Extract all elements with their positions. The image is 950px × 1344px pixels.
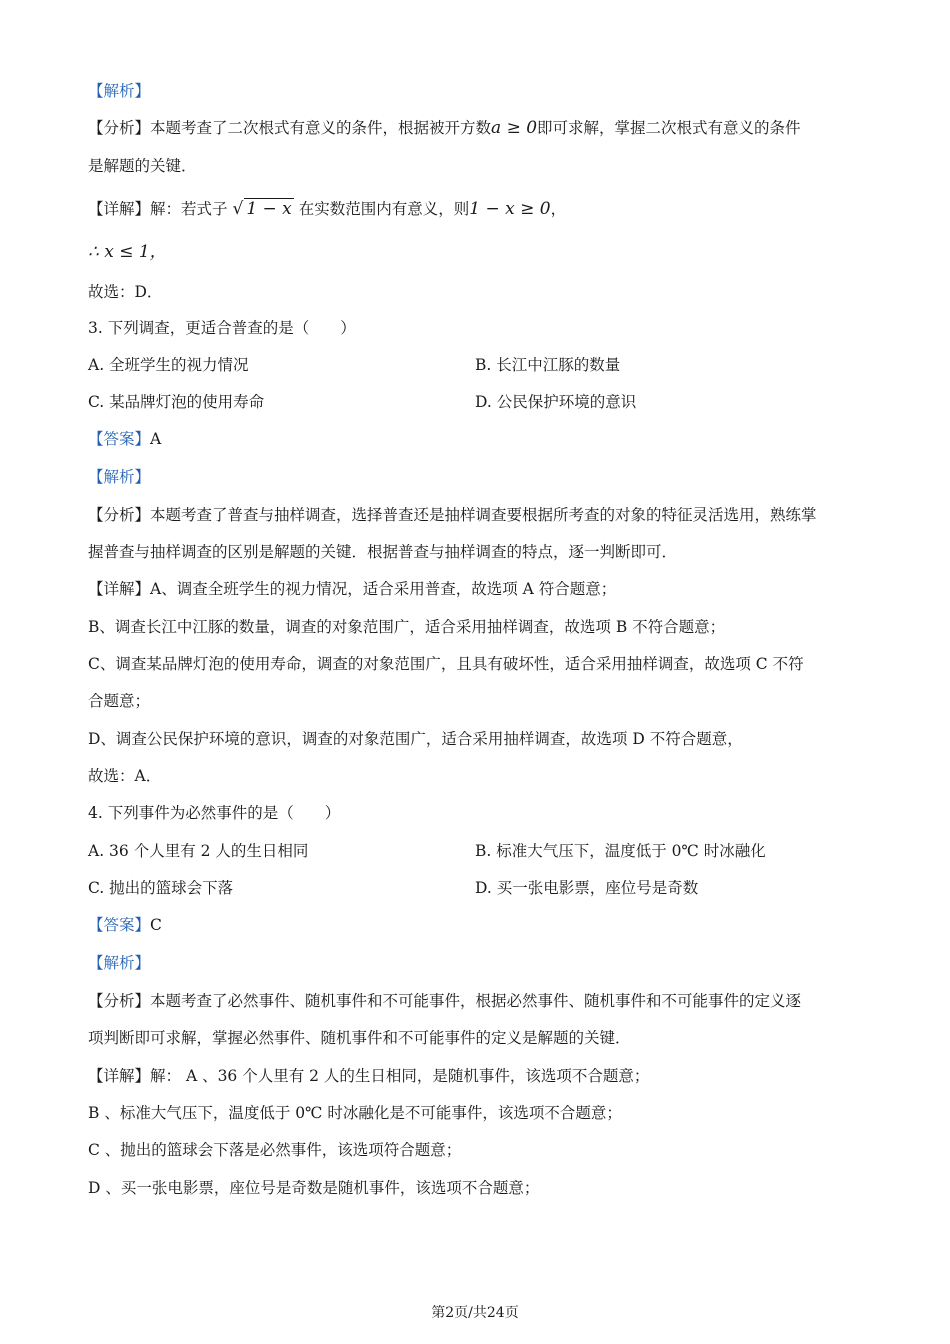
q3-option-c: C. 某品牌灯泡的使用寿命	[88, 393, 265, 411]
q4-option-c: C. 抛出的篮球会下落	[88, 879, 234, 897]
q4-option-d: D. 买一张电影票，座位号是奇数	[475, 879, 699, 897]
q3-option-b: B. 长江中江豚的数量	[475, 356, 621, 374]
q3-detail-c1: C、调查某品牌灯泡的使用寿命，调查的对象范围广，且具有破坏性，适合采用抽样调查，故选项 C 不符	[88, 655, 804, 673]
q4-detail-b: B 、标准大气压下，温度低于 0℃ 时冰融化是不可能事件，该选项不合题意；	[88, 1104, 622, 1122]
q2-fenxi-line1: 【分析】本题考查了二次根式有意义的条件，根据被开方数a ≥ 0即可求解，掌握二次根式有意义的条件	[88, 118, 801, 138]
q4-jiexi-heading: 【解析】	[88, 954, 151, 972]
q4-options-row2	[88, 877, 878, 899]
q3-answer: 【答案】A	[88, 430, 162, 448]
q3-detail-d: D、调查公民保护环境的意识，调查的对象范围广，适合采用抽样调查，故选项 D 不符合题意，	[88, 730, 743, 748]
q3-detail-c2: 合题意；	[88, 692, 151, 710]
fenxi-tag: 【分析】	[88, 119, 151, 137]
q4-option-b: B. 标准大气压下，温度低于 0℃ 时冰融化	[475, 842, 766, 860]
q4-detail-a: 【详解】解： A 、36 个人里有 2 人的生日相同，是随机事件，该选项不合题意；	[88, 1067, 650, 1085]
q4-answer: 【答案】C	[88, 916, 162, 934]
q2-therefore-line: ∴ x ≤ 1，	[88, 242, 167, 262]
q2-fenxi-line2: 是解题的关键．	[88, 157, 197, 175]
jiexi-tag: 【解析】	[88, 82, 151, 100]
q4-options-row1	[88, 840, 878, 862]
page-number-footer: 第2页/共24页	[431, 1305, 519, 1321]
q3-option-d: D. 公民保护环境的意识	[475, 393, 637, 411]
q3-jiexi-heading: 【解析】	[88, 468, 151, 486]
q4-detail-c: C 、抛出的篮球会下落是必然事件，该选项符合题意；	[88, 1141, 462, 1159]
q4-fenxi-line1: 【分析】本题考查了必然事件、随机事件和不可能事件，根据必然事件、随机事件和不可能事件的定义逐	[88, 992, 802, 1010]
q3-detail-a: 【详解】A、调查全班学生的视力情况，适合采用普查，故选项 A 符合题意；	[88, 580, 617, 598]
q2-xiangjie-line: 【详解】解：若式子 √ 1 − x 在实数范围内有意义，则1 − x ≥ 0，	[88, 199, 567, 219]
q3-choice-line: 故选：A．	[88, 767, 162, 785]
answer-tag: 【答案】	[88, 430, 151, 448]
xiangjie-tag: 【详解】	[88, 200, 151, 218]
sqrt-radicand: 1 − x	[246, 199, 292, 219]
q3-detail-b: B、调查长江中江豚的数量，调查的对象范围广，适合采用抽样调查，故选项 B 不符合题意；	[88, 618, 726, 636]
q3-options-row2	[88, 391, 878, 413]
math-inline: a ≥ 0	[491, 118, 538, 138]
q2-choice-line: 故选：D．	[88, 283, 163, 301]
q3-question: 3. 下列调查，更适合普查的是（ ）	[88, 319, 356, 337]
q4-option-a: A. 36 个人里有 2 人的生日相同	[88, 842, 309, 860]
q3-option-a: A. 全班学生的视力情况	[88, 356, 249, 374]
q4-fenxi-line2: 项判断即可求解，掌握必然事件、随机事件和不可能事件的定义是解题的关键．	[88, 1029, 631, 1047]
sqrt-symbol: √	[232, 199, 244, 219]
q4-question: 4. 下列事件为必然事件的是（ ）	[88, 804, 341, 822]
q4-detail-d: D 、买一张电影票，座位号是奇数是随机事件，该选项不合题意；	[88, 1179, 540, 1197]
q2-jiexi-heading	[88, 80, 878, 102]
q3-fenxi-line2: 握普查与抽样调查的区别是解题的关键．根据普查与抽样调查的特点，逐一判断即可．	[88, 543, 678, 561]
q3-options-row1	[88, 354, 878, 376]
q3-fenxi-line1: 【分析】本题考查了普查与抽样调查，选择普查还是抽样调查要根据所考查的对象的特征灵活选用，熟练掌	[88, 506, 817, 524]
